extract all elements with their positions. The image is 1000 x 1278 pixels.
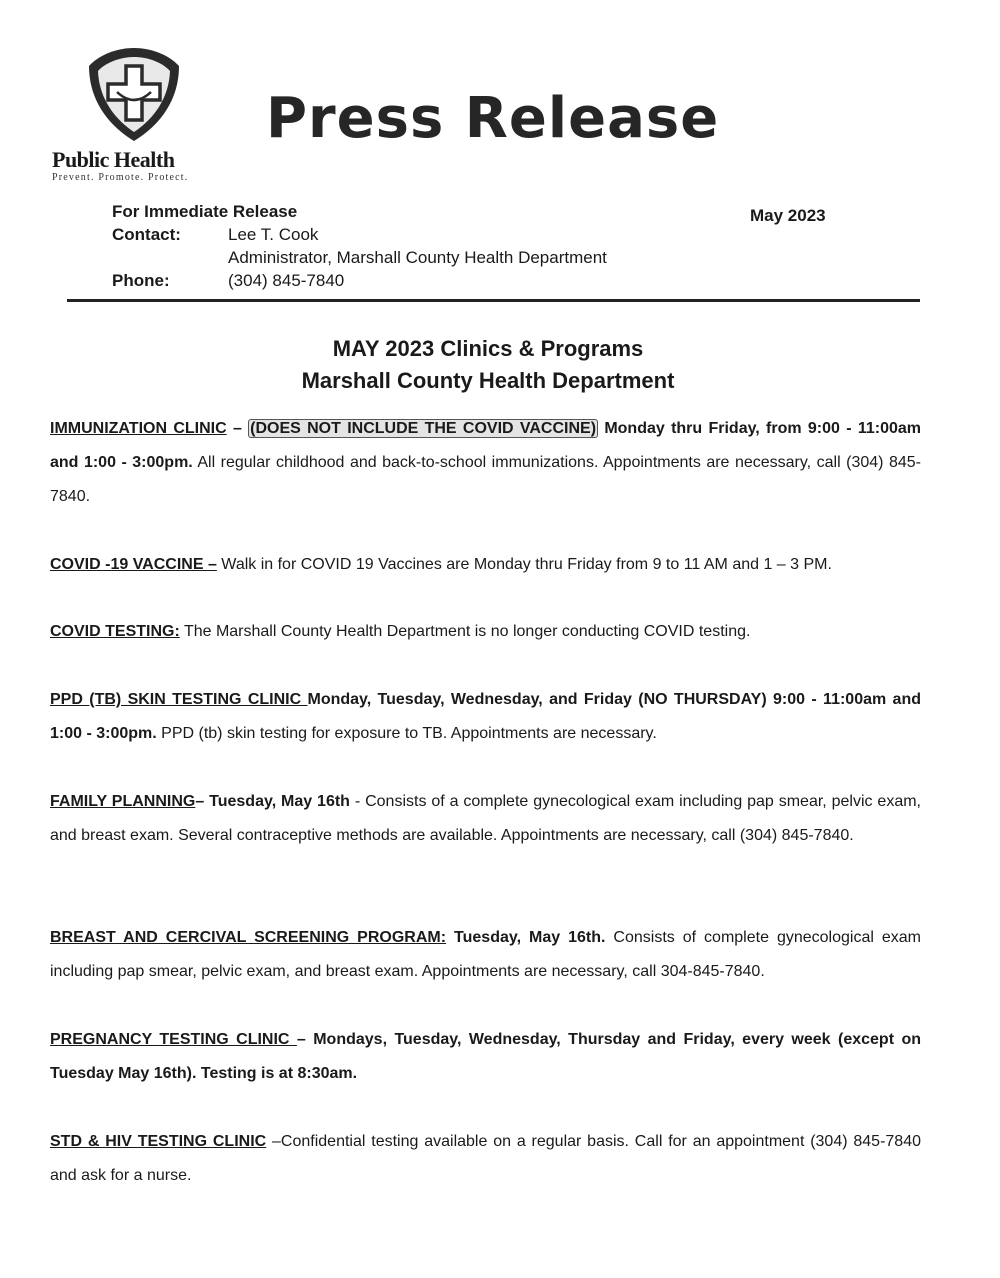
section-std-hiv-testing: STD & HIV TESTING CLINIC –Confidential testing available on a regular basis. Call for an appointment (304) 845-7840 and ask for a nurse.	[50, 1133, 922, 1184]
immediate-release-label: For Immediate Release	[112, 202, 298, 221]
section-breast-cervical: BREAST AND CERCIVAL SCREENING PROGRAM: Tuesday, May 16th. Consists of complete gynecological exam including pap smear, pelvic exam, and breast exam. Appointments are necessary, call 304-845-7840.	[50, 929, 921, 980]
section-title: PPD (TB) SKIN TESTING CLINIC	[50, 691, 308, 708]
press-release-title: Press Release	[266, 86, 720, 151]
section-title: COVID -19 VACCINE –	[50, 556, 217, 573]
section-pregnancy-testing: PREGNANCY TESTING CLINIC – Mondays, Tuesday, Wednesday, Thursday and Friday, every week (except on Tuesday May 16th). Testing is at 8:30am.	[50, 1031, 921, 1082]
contact-block	[112, 200, 607, 292]
section-ppd-testing: PPD (TB) SKIN TESTING CLINIC Monday, Tuesday, Wednesday, and Friday (NO THURSDAY) 9:00 - 11:00am and 1:00 - 3:00pm. PPD (tb) skin testing for exposure to TB. Appointments are necessary.	[50, 691, 922, 742]
section-title: STD & HIV TESTING CLINIC	[50, 1133, 267, 1150]
public-health-shield-icon	[84, 44, 184, 144]
section-title: IMMUNIZATION CLINIC	[50, 420, 227, 437]
contact-title: Administrator, Marshall County Health Department	[228, 248, 607, 267]
section-covid-vaccine: COVID -19 VACCINE – Walk in for COVID 19 Vaccines are Monday thru Friday from 9 to 11 AM and 1 – 3 PM.	[50, 556, 832, 573]
contact-name: Lee T. Cook	[228, 225, 319, 244]
contact-label: Contact:	[112, 225, 181, 244]
phone-number: (304) 845-7840	[228, 271, 345, 290]
heading-line-2: Marshall County Health Department	[301, 368, 675, 393]
header-divider	[67, 299, 920, 302]
logo-name: Public Health	[52, 147, 175, 172]
section-title: FAMILY PLANNING	[50, 793, 196, 810]
heading-line-1: MAY 2023 Clinics & Programs	[332, 336, 644, 361]
release-date: May 2023	[750, 206, 826, 225]
section-title: BREAST AND CERCIVAL SCREENING PROGRAM:	[50, 929, 447, 946]
section-family-planning: FAMILY PLANNING– Tuesday, May 16th - Consists of a complete gynecological exam including pap smear, pelvic exam, and breast exam. Several contraceptive methods are available. Appointments are necessary, call (304) 845-7840.	[50, 793, 922, 844]
section-title: COVID TESTING:	[50, 623, 180, 640]
section-title: PREGNANCY TESTING CLINIC	[50, 1031, 297, 1048]
covid-exclusion-highlight: (DOES NOT INCLUDE THE COVID VACCINE)	[250, 420, 597, 437]
logo-tagline: Prevent. Promote. Protect.	[52, 172, 189, 183]
section-covid-testing: COVID TESTING: The Marshall County Health Department is no longer conducting COVID testing.	[50, 623, 751, 640]
section-immunization: IMMUNIZATION CLINIC – (DOES NOT INCLUDE THE COVID VACCINE) Monday thru Friday, from 9:00 - 11:00am and 1:00 - 3:00pm. All regular childhood and back-to-school immunizations. Appointments are necessary, call (304) 845-7840.	[50, 420, 922, 505]
document-heading	[0, 333, 976, 397]
phone-label: Phone:	[112, 271, 170, 290]
logo-text	[52, 148, 188, 184]
